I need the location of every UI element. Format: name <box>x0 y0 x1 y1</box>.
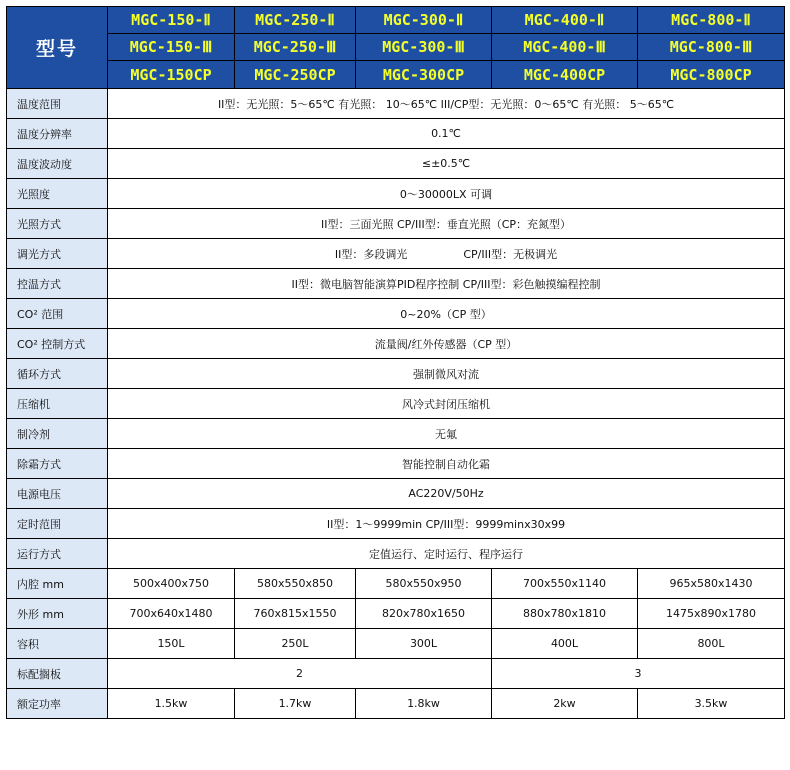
model-cell: MGC-150CP <box>108 61 235 89</box>
row-refrigerant <box>7 419 785 449</box>
row-run-mode <box>7 539 785 569</box>
table-cell: 800L <box>638 629 785 659</box>
row-value: 流量阀/红外传感器（CP 型） <box>108 329 785 359</box>
row-label: 电源电压 <box>7 479 108 509</box>
row-label: 光照度 <box>7 179 108 209</box>
row-shelves <box>7 659 785 689</box>
row-circulation <box>7 359 785 389</box>
table-cell: 820x780x1650 <box>356 599 492 629</box>
row-power-supply <box>7 479 785 509</box>
row-temp-control <box>7 269 785 299</box>
model-cell: MGC-250-Ⅲ <box>235 34 356 61</box>
row-label: CO² 范围 <box>7 299 108 329</box>
row-value: ≤±0.5℃ <box>108 149 785 179</box>
model-cell: MGC-150-Ⅲ <box>108 34 235 61</box>
table-cell: 300L <box>356 629 492 659</box>
table-cell: 150L <box>108 629 235 659</box>
table-cell: 400L <box>492 629 638 659</box>
row-label: CO² 控制方式 <box>7 329 108 359</box>
row-defrost <box>7 449 785 479</box>
model-cell: MGC-800CP <box>638 61 785 89</box>
table-cell: 700x640x1480 <box>108 599 235 629</box>
row-value: II型：1～9999min CP/III型：9999minx30x99 <box>108 509 785 539</box>
row-co2-range <box>7 299 785 329</box>
row-label: 运行方式 <box>7 539 108 569</box>
row-label: 标配搁板 <box>7 659 108 689</box>
row-label: 温度范围 <box>7 89 108 119</box>
row-label: 容积 <box>7 629 108 659</box>
row-label: 外形 mm <box>7 599 108 629</box>
header-row-2 <box>7 34 785 61</box>
row-volume <box>7 629 785 659</box>
table-cell: 700x550x1140 <box>492 569 638 599</box>
row-value: 0~20%（CP 型） <box>108 299 785 329</box>
row-value: II型：微电脑智能演算PID程序控制 CP/III型：彩色触摸编程控制 <box>108 269 785 299</box>
table-cell: 580x550x950 <box>356 569 492 599</box>
row-label: 额定功率 <box>7 689 108 719</box>
table-cell: 2kw <box>492 689 638 719</box>
spec-table <box>6 6 785 719</box>
model-cell: MGC-400-Ⅲ <box>492 34 638 61</box>
row-label: 调光方式 <box>7 239 108 269</box>
row-light-mode <box>7 209 785 239</box>
model-cell: MGC-400-Ⅱ <box>492 7 638 34</box>
header-row-1 <box>7 7 785 34</box>
row-value: 强制微风对流 <box>108 359 785 389</box>
table-cell: 250L <box>235 629 356 659</box>
model-cell: MGC-800-Ⅲ <box>638 34 785 61</box>
row-value: 智能控制自动化霜 <box>108 449 785 479</box>
row-value: 无氟 <box>108 419 785 449</box>
table-cell: 965x580x1430 <box>638 569 785 599</box>
spec-sheet <box>6 6 784 758</box>
model-cell: MGC-250-Ⅱ <box>235 7 356 34</box>
row-label: 温度波动度 <box>7 149 108 179</box>
row-label: 内腔 mm <box>7 569 108 599</box>
row-label: 除霜方式 <box>7 449 108 479</box>
row-temp-fluctuation <box>7 149 785 179</box>
row-value: II型：无光照：5～65℃ 有光照： 10～65℃ III/CP型：无光照：0～65℃ 有光照： 5～65℃ <box>108 89 785 119</box>
row-dimming-mode <box>7 239 785 269</box>
row-temp-range <box>7 89 785 119</box>
row-compressor <box>7 389 785 419</box>
row-label: 控温方式 <box>7 269 108 299</box>
row-label: 制冷剂 <box>7 419 108 449</box>
row-label: 光照方式 <box>7 209 108 239</box>
model-cell: MGC-300CP <box>356 61 492 89</box>
table-cell: 3.5kw <box>638 689 785 719</box>
table-cell: 2 <box>108 659 492 689</box>
model-cell: MGC-300-Ⅱ <box>356 7 492 34</box>
row-label: 定时范围 <box>7 509 108 539</box>
row-value: 风冷式封闭压缩机 <box>108 389 785 419</box>
row-temp-resolution <box>7 119 785 149</box>
row-value: 定值运行、定时运行、程序运行 <box>108 539 785 569</box>
table-cell: 580x550x850 <box>235 569 356 599</box>
row-outer-size <box>7 599 785 629</box>
row-timer-range <box>7 509 785 539</box>
row-value: II型：多段调光 CP/III型：无极调光 <box>108 239 785 269</box>
model-cell: MGC-400CP <box>492 61 638 89</box>
row-illuminance <box>7 179 785 209</box>
model-cell: MGC-800-Ⅱ <box>638 7 785 34</box>
table-cell: 500x400x750 <box>108 569 235 599</box>
model-header-label: 型号 <box>7 7 108 89</box>
row-co2-control <box>7 329 785 359</box>
row-label: 温度分辨率 <box>7 119 108 149</box>
table-cell: 3 <box>492 659 785 689</box>
row-inner-size <box>7 569 785 599</box>
table-cell: 760x815x1550 <box>235 599 356 629</box>
row-value: 0～30000LX 可调 <box>108 179 785 209</box>
model-cell: MGC-250CP <box>235 61 356 89</box>
table-cell: 1.8kw <box>356 689 492 719</box>
row-label: 压缩机 <box>7 389 108 419</box>
model-cell: MGC-300-Ⅲ <box>356 34 492 61</box>
row-value: 0.1℃ <box>108 119 785 149</box>
row-value: II型：三面光照 CP/III型：垂直光照（CP：充氮型） <box>108 209 785 239</box>
table-cell: 880x780x1810 <box>492 599 638 629</box>
row-label: 循环方式 <box>7 359 108 389</box>
model-cell: MGC-150-Ⅱ <box>108 7 235 34</box>
row-value: AC220V/50Hz <box>108 479 785 509</box>
header-row-3 <box>7 61 785 89</box>
table-cell: 1475x890x1780 <box>638 599 785 629</box>
table-cell: 1.7kw <box>235 689 356 719</box>
row-power <box>7 689 785 719</box>
table-cell: 1.5kw <box>108 689 235 719</box>
